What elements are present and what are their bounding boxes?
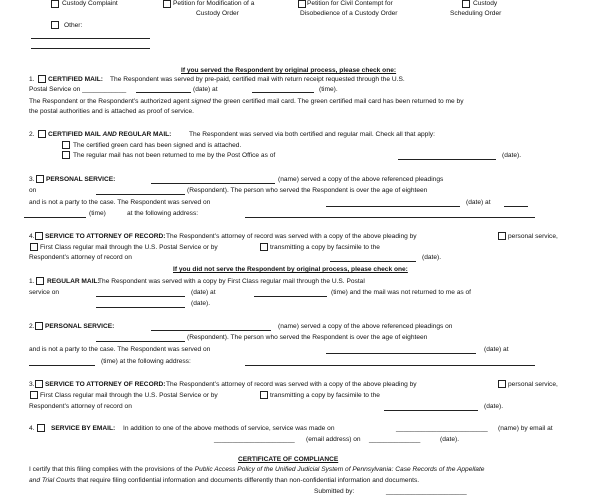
sec1-title: CERTIFIED MAIL: [48,76,103,83]
sec1-line2c: (time). [319,86,338,93]
sec4-facsimile-checkbox[interactable] [260,243,268,251]
petition-contempt-label-2: Disobedience of a Custody Order [300,10,398,17]
sec4-line3-end: (date). [422,254,442,261]
secB4-line1: In addition to one of the above methods of service, service was made on [123,425,335,432]
personal-service-checkbox[interactable] [36,175,44,183]
sec3-at-blank[interactable] [504,206,528,207]
sec3-title: PERSONAL SERVICE: [46,176,116,183]
petition-contempt-checkbox[interactable] [298,0,306,8]
original-process-heading: If you served the Respondent by original process, please check one: [181,67,397,74]
sec4-number: 4. [29,233,35,240]
secB2-address-blank[interactable] [245,365,535,366]
sec1-line4: the postal authorities and is attached as proof of service. [29,108,194,115]
sec2-number: 2. [29,131,35,138]
sec2-title-and: AND [102,131,117,138]
secB2-line3-end: (date) at [484,346,509,353]
sec1-line3b: the green certified mail card. The green certified mail card has been returned to me by [212,98,464,105]
sec2-title-b: REGULAR MAIL: [118,131,172,138]
custody-scheduling-label-2: Scheduling Order [450,10,502,17]
certified-mail-checkbox[interactable] [38,75,46,83]
compliance-line1b: Public Access Policy of the Unified Judicial System of Pennsylvania: Case Records of the Appellate [194,466,485,473]
secB1-return-date-blank[interactable] [96,307,185,308]
secB3-line3: Respondent’s attorney of record on [29,403,132,410]
sec3-time-blank[interactable] [24,217,86,218]
sec1-line2b: (date) at [193,86,218,93]
secB4-title: SERVICE BY EMAIL: [51,425,116,432]
sec4-line2b: transmitting a copy by facsimile to the [270,244,380,251]
secB1-line2b: (date) at [191,289,216,296]
secB3-line1-end: personal service, [508,381,558,388]
sec1-line2a: Postal Service on ____________ [29,86,127,93]
secB2-time-blank[interactable] [29,365,95,366]
sec3-line1-end: (name) served a copy of the above referenced pleadings [278,176,444,183]
sec4-line2a: First Class regular mail through the U.S. Postal Service or by [40,244,218,251]
sec2-opt1: The certified green card has been signed and is attached. [73,142,242,149]
secB1-title: REGULAR MAIL: [47,278,100,285]
secB2-line2: (Respondent). The person who served the Respondent is over the age of eighteen [187,334,428,341]
service-by-email-checkbox[interactable] [37,424,45,432]
petition-modification-label-1: Petition for Modification of a [173,0,255,7]
secB3-line2b: transmitting a copy by facsimile to the [270,392,380,399]
compliance-heading: CERTIFICATE OF COMPLIANCE [238,456,339,463]
secB2-name-blank[interactable] [151,330,271,331]
regular-mail-checkbox[interactable] [36,277,44,285]
other-blank-line-2[interactable] [31,48,150,49]
sec4-line1-end: personal service, [508,233,558,240]
sec2-opt2-end: (date). [502,152,522,159]
secB1-date-blank[interactable] [96,296,185,297]
custody-complaint-label: Custody Complaint [62,0,118,7]
secB3-service-attorney-checkbox[interactable] [35,380,43,388]
secB4-line2b: (email address) on [306,436,361,443]
service-attorney-checkbox[interactable] [35,232,43,240]
secB3-line1: The Respondent’s attorney of record was served with a copy of the above pleading by [166,381,417,388]
secB2-personal-service-checkbox[interactable] [35,322,43,330]
sec3-date-blank[interactable] [326,206,460,207]
sec3-number: 3. [29,176,35,183]
sec3-line3b: (date) at [466,199,491,206]
compliance-line2a: and Trial Courts [29,477,76,484]
secB4-name-blank[interactable]: _________________________ [396,425,488,432]
secB1-line2a: service on [29,289,60,296]
secB3-personal-service-checkbox[interactable] [498,380,506,388]
secB4-line2d: (date). [440,436,460,443]
petition-modification-label-2: Custody Order [196,10,239,17]
secB1-line1: The Respondent was served with a copy by First Class regular mail through the U.S. Postal [98,278,365,285]
secB1-time-blank[interactable] [254,296,327,297]
sec3-line4b: at the following address: [127,210,199,217]
compliance-line2 [29,477,419,485]
sec3-respondent-blank[interactable] [96,194,185,195]
petition-contempt-label-1: Petition for Civil Contempt for [307,0,393,7]
sec3-address-blank[interactable] [245,217,535,218]
sec4-personal-service-checkbox[interactable] [498,232,506,240]
secB3-number: 3. [29,381,35,388]
compliance-line1a: I certify that this filing complies with the provisions of the [29,466,193,473]
sec4-line3: Respondent’s attorney of record on [29,254,132,261]
sec4-first-class-checkbox[interactable] [30,243,38,251]
petition-modification-checkbox[interactable] [163,0,171,8]
secB2-line3: and is not a party to the case. The Respondent was served on [29,346,211,353]
sec2-line1: The Respondent was served via both certified and regular mail. Check all that apply: [189,131,435,138]
sec2-opt2: The regular mail has not been returned to me by the Post Office as of [73,152,276,159]
secB1-number: 1. [29,278,35,285]
sec4-title: SERVICE TO ATTORNEY OF RECORD: [45,233,166,240]
submitted-by-blank[interactable]: ______________________ [386,488,467,495]
not-original-process-heading: If you did not serve the Respondent by original process, please check one: [173,266,408,273]
sec2-title-a: CERTIFIED MAIL [48,131,101,138]
sec4-date-blank[interactable] [330,261,416,262]
custody-scheduling-label-1: Custody [473,0,498,7]
secB3-title: SERVICE TO ATTORNEY OF RECORD: [45,381,166,388]
secB4-date-blank[interactable]: ______________ [369,436,421,443]
sec2-date-blank[interactable] [398,159,496,160]
sec1-number: 1. [29,76,35,83]
secB2-respondent-blank[interactable] [96,341,185,342]
secB3-date-blank[interactable] [384,410,478,411]
sec3-line2b: (Respondent). The person who served the Respondent is over the age of eighteen [187,187,428,194]
secB2-title: PERSONAL SERVICE: [45,323,115,330]
other-blank-line-1[interactable] [31,38,150,39]
sec1-signed-word: signed [191,98,211,105]
secB1-line3: (date). [191,300,211,307]
custody-complaint-checkbox[interactable] [51,0,59,8]
secB4-email-blank[interactable]: ______________________ [214,436,295,443]
secB3-line2a: First Class regular mail through the U.S. Postal Service or by [40,392,218,399]
secB3-facsimile-checkbox[interactable] [260,391,268,399]
secB1-line2c: (time) and the mail was not returned to me as of [331,289,471,296]
green-card-signed-checkbox[interactable] [62,141,70,149]
secB2-date-blank[interactable] [326,353,476,354]
sec1-time-blank[interactable] [252,92,314,93]
submitted-by-label: Submitted by: [314,488,355,495]
secB3-first-class-checkbox[interactable] [30,391,38,399]
secB3-line3-end: (date). [484,403,504,410]
sec1-line3a: The Respondent or the Respondent’s authorized agent [29,98,190,105]
custody-scheduling-checkbox[interactable] [462,0,470,8]
sec3-line3a: and is not a party to the case. The Respondent was served on [29,199,211,206]
sec1-line3 [29,98,464,106]
compliance-line1 [29,466,484,474]
regular-mail-not-returned-checkbox[interactable] [62,151,70,159]
sec4-line1: The Respondent’s attorney of record was served with a copy of the above pleading by [166,233,417,240]
sec3-line4a: (time) [89,210,106,217]
compliance-line2b: that require filing confidential information and documents differently than non-confidential information and documents. [77,477,420,484]
sec3-line2a: on [29,187,37,194]
sec3-name-blank[interactable] [151,183,275,184]
sec1-line1: The Respondent was served by pre-paid, certified mail with return receipt requested through the U.S. [110,76,405,83]
sec1-date-blank[interactable] [136,92,191,93]
sec2-title [48,131,171,139]
secB2-line4: (time) at the following address: [101,358,191,365]
other-checkbox[interactable] [51,21,59,29]
secB2-line1-end: (name) served a copy of the above referenced pleadings on [278,323,453,330]
secB2-number: 2. [29,323,35,330]
certified-regular-mail-checkbox[interactable] [38,130,46,138]
secB4-line1-end: (name) by email at [498,425,553,432]
secB4-number: 4. [29,425,35,432]
other-label: Other: [64,22,83,29]
